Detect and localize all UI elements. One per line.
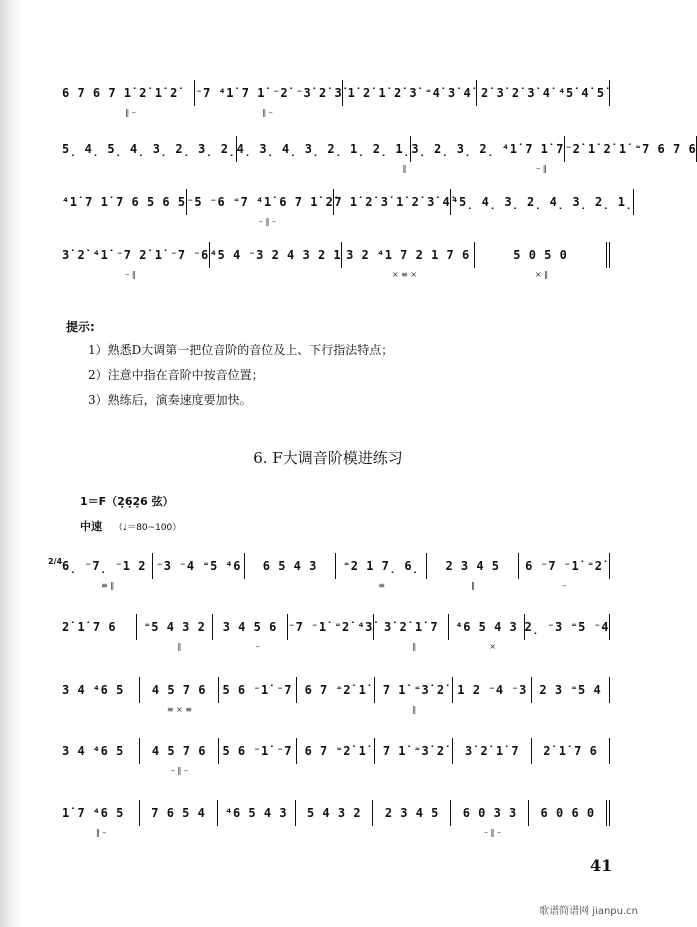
fingering: × ≡ × — [391, 270, 418, 279]
fingering — [336, 217, 473, 229]
tempo-mark: （♩＝80~100） — [113, 523, 182, 533]
measure: ⁻3 ⁻4 ⁼5 ⁴6 — [153, 553, 244, 579]
fingering: ‖ — [412, 642, 417, 651]
measure: 3̇ 2̇ 1̇ 7 — [453, 738, 531, 764]
measure: ⁴1̇ 7 1̇ 7 6 5 6 5 — [62, 189, 187, 215]
staff-row-1 — [62, 80, 610, 120]
measure: 4 5 7 6 — [140, 738, 218, 764]
measure: 3 4 ⁴6 5 — [62, 677, 140, 703]
staff-row-4 — [62, 242, 610, 282]
measure: ⁻7 ⁻1̇ ⁼2̇ ⁴3̇ — [288, 614, 374, 640]
fingering — [532, 828, 610, 840]
fingering — [532, 705, 610, 717]
fingering — [245, 581, 336, 593]
fingering — [219, 705, 297, 717]
time-signature: 2/4 — [48, 557, 63, 566]
fingering — [375, 828, 453, 840]
fingering — [199, 164, 336, 176]
measure: 2 3 ⁼5 4 — [532, 677, 610, 703]
fingering — [532, 766, 610, 778]
measure-final: 5 0 5 0 — [475, 242, 610, 268]
fingering — [62, 217, 199, 229]
measure: 3 2 ⁴1 7 2 1 7 6 — [342, 242, 474, 268]
fingering: ‖ – — [262, 108, 273, 117]
fingering-row — [62, 766, 610, 778]
tempo-line — [80, 518, 181, 534]
section-title: 6. F大调音阶模进练习 — [253, 449, 403, 467]
measure: 7 6 5 4 — [140, 800, 218, 826]
measure: 2̇ 1̇ 7 6 — [62, 614, 137, 640]
measure: 2̇ 1̇ 7 6 — [532, 738, 610, 764]
measure: 5̣ 4̣ 5̣ 4̣ 3̣ 2̣ 3̣ 2̣ — [62, 136, 237, 162]
fingering — [219, 766, 297, 778]
fingering — [297, 766, 375, 778]
fingering — [219, 828, 297, 840]
fingering-row — [62, 270, 610, 282]
fingering: – ‖ – — [258, 217, 277, 226]
fingering-row — [62, 705, 610, 717]
measure: 6 7 6 7 1̇ 2̇ 1̇ 2̇ — [62, 80, 195, 106]
fingering — [453, 766, 531, 778]
fingering: ≡ ‖ — [101, 581, 115, 590]
measure: 3̣ 2̣ 3̣ 2̣ ⁴1̇ 7 1̇ 7 — [411, 136, 565, 162]
fingering — [473, 217, 610, 229]
staff-row-3 — [62, 189, 633, 229]
measure: 1 2 ⁻4 ⁻3 — [453, 677, 531, 703]
staff-row-8 — [62, 738, 610, 778]
fingering — [473, 108, 610, 120]
fingering — [62, 164, 199, 176]
fingering: ≡ × ≡ — [166, 705, 193, 714]
fingering: ‖ — [177, 642, 182, 651]
watermark-text: 歌谱简谱网 jianpu.cn — [539, 906, 638, 917]
fingering: × ‖ — [534, 270, 549, 279]
fingering-row — [62, 642, 610, 654]
fingering: × — [489, 642, 496, 651]
staff-row-5 — [62, 553, 610, 593]
measure: 1̇ 7 ⁴6 5 — [62, 800, 140, 826]
measure: 6 7 ⁼2̇ 1̇ — [297, 677, 375, 703]
fingering: – — [562, 581, 567, 590]
measure: ⁴5 4 ⁻3 2 4 3 2 1 — [210, 242, 342, 268]
measure: ⁴6 5 4 3 — [218, 800, 296, 826]
staff-row-7 — [62, 677, 610, 717]
fingering: ‖ — [412, 705, 417, 714]
staff-row-2 — [62, 136, 697, 176]
fingering: ‖ – — [125, 108, 136, 117]
measure: 5 6 ⁻1̇ ⁻7 — [219, 738, 297, 764]
fingering-row — [62, 581, 610, 593]
measure: 6̣ ⁻7̣ ⁻1 2 — [62, 553, 153, 579]
fingering: – — [255, 642, 260, 651]
fingering: ‖ – — [95, 828, 107, 837]
fingering: – ‖ – — [484, 828, 502, 837]
fingering — [375, 766, 453, 778]
measure: ⁻2̇ 1̇ 2̇ 1̇ ⁼7 6 7 6 — [565, 136, 697, 162]
fingering: ≡ — [378, 581, 385, 590]
fingering — [62, 705, 140, 717]
measure: 2̇ 3̇ 2̇ 3̇ 4̇ ⁴5̇ 4̇ 5̇ — [477, 80, 610, 106]
tip-item: 1）熟悉D大调第一把位音阶的音位及上、下行指法特点； — [88, 343, 394, 357]
measure: 3̇ 2̇ 1̇ 7 — [374, 614, 449, 640]
fingering — [153, 581, 244, 593]
measure: 2 3 4 5 — [373, 800, 451, 826]
fingering — [453, 705, 531, 717]
measure: 6 0 3 3 — [451, 800, 529, 826]
measure: 3̇ 2̇ ⁴1̇ ⁻7 2̇ 1̇ ⁻7 ⁻6 — [62, 242, 210, 268]
measure: ⁼2 1 7̣ 6̣ — [336, 553, 427, 579]
measure: 6 7 ⁼2̇ 1̇ — [297, 738, 375, 764]
page-number: 41 — [590, 856, 613, 875]
tips-title: 提示: — [66, 320, 95, 334]
fingering — [199, 270, 336, 282]
measure-final: 6 0 6 0 — [529, 800, 610, 826]
measure: 1̇ 2̇ 1̇ 2̇ 3̇ ⁼4̇ 3̇ 4̇ — [343, 80, 476, 106]
fingering — [336, 108, 473, 120]
measure: 5 4 3 2 — [296, 800, 374, 826]
measure: ⁴6 5 4 3 — [449, 614, 524, 640]
measure: 7 1̇ ⁼3̇ 2̇ — [375, 738, 453, 764]
tip-item: 3）熟练后，演奏速度要加快。 — [88, 393, 252, 407]
measure: 5 6 ⁻1̇ ⁻7 — [219, 677, 297, 703]
fingering: ‖ — [402, 164, 407, 173]
measure: ⁴5̣ 4̣ 3̣ 2̣ 4̣ 3̣ 2̣ 1̣ — [451, 189, 633, 215]
fingering — [62, 642, 140, 654]
fingering: – ‖ – — [170, 766, 188, 775]
fingering — [297, 828, 375, 840]
staff-row-9 — [62, 800, 610, 840]
fingering: ‖ — [470, 581, 475, 590]
measure: 2 3 4 5 — [427, 553, 518, 579]
staff-row-6 — [62, 614, 610, 654]
measure: 6 ⁻7 ⁻1̇ ⁼2̇ — [519, 553, 610, 579]
fingering: – ‖ — [125, 270, 136, 279]
measure: ⁻5 ⁻6 ⁼7 ⁴1̇ 6 7 1̇ 2̇ — [187, 189, 335, 215]
tip-item: 2）注意中指在音阶中按音位置； — [88, 368, 264, 382]
measure: ⁼5 4 3 2 — [137, 614, 212, 640]
fingering-row — [62, 164, 610, 176]
measure: 4̣ 3̣ 4̣ 3̣ 2̣ 1̣ 2̣ 1̣ — [237, 136, 412, 162]
measure: 6 5 4 3 — [245, 553, 336, 579]
measure: ⁻7 ⁴1̇ 7 1̇ ⁻2̇ ⁻3̇ 2̇ 3̇ — [195, 80, 343, 106]
measure: 3 4 5 6 — [213, 614, 288, 640]
key-signature: 1＝F（2̣6̣2̣6 弦） — [80, 495, 174, 508]
fingering — [297, 642, 375, 654]
fingering — [532, 642, 610, 654]
fingering: – ‖ — [536, 164, 547, 173]
fingering-row — [62, 217, 610, 229]
measure: 3 4 ⁴6 5 — [62, 738, 140, 764]
measure: 2̣ ⁻3 ⁼5 ⁻4 — [525, 614, 610, 640]
measure: 7 1̇ ⁼3̇ 2̇ — [375, 677, 453, 703]
tempo-label: 中速 — [80, 520, 102, 533]
tips-block — [66, 318, 586, 416]
fingering-row — [62, 828, 610, 840]
fingering-row — [62, 108, 610, 120]
fingering — [62, 766, 140, 778]
measure: 4 5 7 6 — [140, 677, 218, 703]
measure: 7 1̇ 2̇ 3̇ 1̇ 2̇ 3̇ 4̇ — [334, 189, 451, 215]
fingering — [297, 705, 375, 717]
fingering — [140, 828, 218, 840]
